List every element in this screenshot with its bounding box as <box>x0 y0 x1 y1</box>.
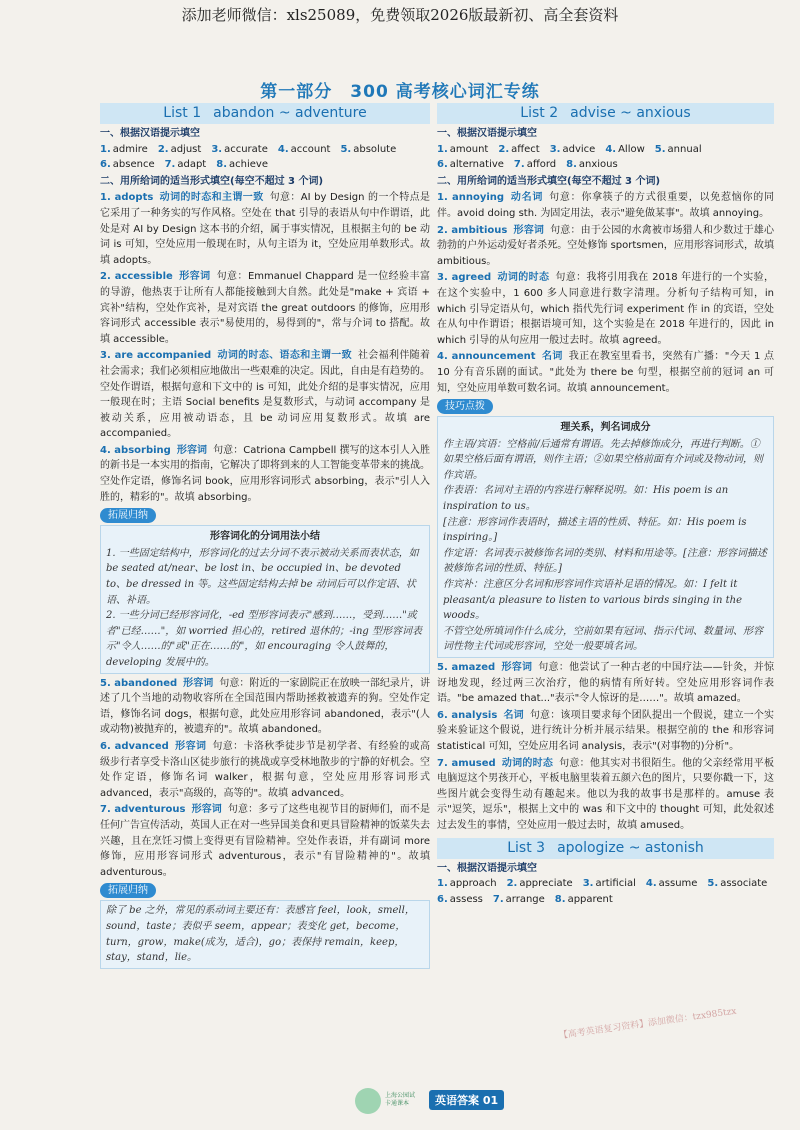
footer-logo-icon <box>355 1088 381 1114</box>
list2-word-text: Allow <box>618 143 645 155</box>
list1-word-4 <box>278 144 331 155</box>
list1b-entry-tag: 形容词 <box>174 740 207 752</box>
list2-entry-4 <box>437 349 774 396</box>
list2-word-text: annual <box>667 143 702 155</box>
list1b-entry-answer: 5. abandoned <box>100 677 178 689</box>
list1-word-text: absence <box>112 159 155 171</box>
list2-word-6 <box>437 159 504 170</box>
list1b-entry-text: 句意：多亏了这些电视节目的厨师们，而不是任何广告宣传活动，英国人正在对一些异国美食和更具冒险精神的饭菜失去兴趣，且在烹饪习惯上变得更有冒险精神。空处作表语，并有副词 more 修饰，应用形容词形式 adventurous，表示"有冒险精神的"。故填 adventurous。 <box>100 804 431 878</box>
list2b-entry-answer: 6. analysis <box>437 709 498 721</box>
list3-word-num: 3. <box>582 878 594 890</box>
list3-word-num: 4. <box>645 878 657 890</box>
list2-word-text: alternative <box>449 159 504 171</box>
list2-word-8 <box>566 159 618 170</box>
list2-header-en: advise ~ anxious <box>570 105 691 121</box>
list2-tip-line-3: [注意：形容词作表语时，描述主语的性质、特征。如：His poem is inspiring。] <box>443 516 747 544</box>
list2-entries2 <box>437 660 774 834</box>
list1-entry-tag: 动词的时态和主谓一致 <box>159 192 264 204</box>
right-column <box>437 103 774 907</box>
list2-word-7 <box>514 159 556 170</box>
list2-word-text: affect <box>511 143 540 155</box>
list1-word-1 <box>100 144 148 155</box>
list1-entry-answer: 1. adopts <box>100 192 154 204</box>
list3-word-4 <box>646 878 698 889</box>
list3-words <box>437 876 774 907</box>
list2-words <box>437 142 774 173</box>
list1-expand2-box <box>100 900 430 968</box>
list1-word-7 <box>165 159 207 170</box>
list2-word-5 <box>655 144 702 155</box>
list1-word-num: 1. <box>100 143 111 155</box>
list2-word-num: 7. <box>513 159 525 171</box>
list3-word-text: associate <box>720 878 768 890</box>
list1-entry-text: 句意：Emmanuel Chappard 是一位经验丰富的导游，他热衷于让所有人都能接触到大自然。此处是"make + 宾语 + 宾补"结构，空处作宾补，是对宾语 the great outdoors 的修饰，应用形容词形式 accessible 表示"易使用的，易得到的"，常与介词 to 搭配。故填 accessible。 <box>100 271 431 345</box>
list2-word-text: anxious <box>578 159 618 171</box>
list1b-entry-tag: 形容词 <box>191 804 222 816</box>
list1-entry-tag: 形容词 <box>176 444 208 456</box>
list2-entry-text: 句意：由于公园的水禽被市场猎人和少数过于雄心勃勃的户外运动爱好者杀死。空处修饰 sportsmen，应用形容词形式，故填 ambitious。 <box>437 224 774 267</box>
list1-entry-4 <box>100 443 430 505</box>
list3-word-text: apparent <box>567 893 613 905</box>
list2-tip-line-6: 不管空处所填词作什么成分，空前如果有冠词、指示代词、数量词、形容词性物主代词或形容词，空处一般要填名词。 <box>443 625 763 653</box>
list2-entry-answer: 1. annoying <box>437 192 505 204</box>
list1-word-text: account <box>290 143 331 155</box>
list2b-entry-1 <box>437 660 774 707</box>
list1-word-text: adjust <box>170 143 202 155</box>
list1-entries <box>100 190 430 505</box>
list1-entry-3 <box>100 348 430 442</box>
list2-word-num: 3. <box>549 143 561 155</box>
list2-header <box>437 103 774 124</box>
list1-expand1-title: 形容词化的分词用法小结 <box>210 531 320 543</box>
list2-tip-line-2: 作表语：名词对主语的内容进行解释说明。如：His poem is an inspiration to us。 <box>443 485 729 513</box>
list2-entry-tag: 动名词 <box>510 192 544 204</box>
list1b-entry-1 <box>100 676 430 738</box>
list3-word-num: 1. <box>437 878 448 890</box>
list1-expand1-p2: 2. 一些分词已经形容词化，-ed 型形容词表示"感到……，受到……"或者"已经……"，如 worried 担心的，retired 退休的；-ing 型形容词表示"令人……的"或"正在……的"，如 encouraging 令人鼓舞的，developing 发展中的。 <box>106 610 423 668</box>
list2b-entry-tag: 动词的时态 <box>501 757 554 769</box>
list1-entry-answer: 2. accessible <box>100 271 173 283</box>
list2-tip-line-4: 作定语：名词表示被修饰名词的类别、材料和用途等。[注意：形容词描述被修饰名词的性质、特征。] <box>443 547 767 575</box>
list2-sec1: 一、根据汉语提示填空 <box>437 128 537 139</box>
footer-small-line2: 卡通课本 <box>385 1100 410 1107</box>
list3-header-cn: List 3 <box>507 839 546 856</box>
list2-word-text: afford <box>526 159 557 171</box>
list1-word-5 <box>340 144 396 155</box>
list3-word-2 <box>507 878 573 889</box>
list2b-entry-tag: 形容词 <box>501 662 533 673</box>
left-column <box>100 103 430 971</box>
list2-tips-title: 理关系，判名词成分 <box>560 422 651 434</box>
list1-header <box>100 103 430 124</box>
list1-header-cn: List 1 <box>163 105 202 121</box>
list2-tip-line-1: 作主语/宾语：空格前/后通常有谓语。先去掉修饰成分，再进行判断。①如果空格后面有谓语，则作主语；②如果空格前面有介词或及物动词，则作宾语。 <box>443 438 763 481</box>
list3-header-en: apologize ~ astonish <box>557 839 704 856</box>
list1-word-num: 8. <box>216 159 227 171</box>
list3-word-3 <box>583 878 636 889</box>
list1-word-6 <box>100 159 155 170</box>
page-title: 第一部分 300 高考核心词汇专练 <box>260 82 540 102</box>
list2-entry-answer: 4. announcement <box>437 351 536 363</box>
list2-entry-1 <box>437 190 774 221</box>
footer-small-text <box>385 1092 415 1108</box>
list2b-entry-answer: 5. amazed <box>437 662 496 673</box>
list2-word-num: 4. <box>605 143 617 155</box>
list1-expand1-box <box>100 525 430 673</box>
list2b-entry-3 <box>437 756 774 834</box>
list1-entries2 <box>100 676 430 881</box>
list2-tips-lines <box>443 437 768 655</box>
list3-word-8 <box>555 894 613 905</box>
list2-entry-3 <box>437 270 774 348</box>
list1-word-text: adapt <box>177 159 207 171</box>
footer-small-line1: 上海公园试 <box>385 1092 416 1099</box>
list1-word-num: 7. <box>164 159 176 171</box>
list1-header-en: abandon ~ adventure <box>213 105 367 121</box>
list1-entry-tag: 动词的时态、语态和主谓一致 <box>217 350 352 362</box>
footer-label: 英语答案 01 <box>429 1090 504 1110</box>
list1b-entry-answer: 6. advanced <box>100 740 169 752</box>
list1-sec2: 二、用所给词的适当形式填空(每空不超过 3 个词) <box>100 175 324 187</box>
list2b-entry-text: 句意：该项目要求每个团队提出一个假说，建立一个实验来验证这个假说，进行统计分析并展示结果。根据空前的 the 和形容词 statistical 可知，空处应用名词 analysis，表示"(对事物的)分析"。 <box>437 709 774 752</box>
list1-entry-answer: 4. absorbing <box>100 444 171 456</box>
list3-word-1 <box>437 878 497 889</box>
list1b-entry-3 <box>100 802 430 880</box>
list1-entry-text: 句意：AI by Design 的一个特点是它采用了一种务实的写作风格。空处在 that 引导的表语从句中作谓语，此处是对 AI by Design 这本书的介绍，属于事实情况，且根据主句的 be 动词 is 可知，空处应用一般现在时，从句主语为 it，空处应用单数形式。故填 adopts。 <box>100 192 431 266</box>
list1-expand2-label: 拓展归纳 <box>100 883 156 898</box>
list1-expand2-text: 除了 be 之外，常见的系动词主要还有：表感官 feel，look，smell，sound，taste；表似乎 seem，appear；表变化 get，become，turn，grow，make(成为，适合)，go；表保持 remain，keep，stay，stand，lie。 <box>106 905 415 964</box>
list1-word-num: 2. <box>157 143 169 155</box>
list2-word-text: amount <box>449 143 489 155</box>
list1b-entry-answer: 7. adventurous <box>100 804 186 816</box>
list1-expand1-label: 拓展归纳 <box>100 508 156 523</box>
list2-entry-text: 我正在教室里看书，突然有广播："今天 1 点 10 分有音乐剧的面试。"此处为 there be 句型，根据空前的冠词 an 可知，空处应用单数可数名词。故填 announcement。 <box>437 351 774 394</box>
list2-word-3 <box>550 144 596 155</box>
list1-word-text: accurate <box>224 143 268 155</box>
list3-word-5 <box>707 878 767 889</box>
list1-word-text: absolute <box>353 143 397 155</box>
list2-word-num: 6. <box>437 159 448 171</box>
list3-word-text: approach <box>449 878 497 890</box>
list3-word-num: 7. <box>492 893 504 905</box>
list1-entry-tag: 形容词 <box>178 271 211 283</box>
list2-tip-line-5: 作宾补：注意区分名词和形容词作宾语补足语的情况。如：I felt it pleasant/a pleasure to listen to various birds singing in the woods。 <box>443 579 743 622</box>
list3-sec1: 一、根据汉语提示填空 <box>437 862 537 874</box>
list1-entry-text: 句意：Catriona Campbell 撰写的这本引人入胜的新书是一本实用的指南，它解决了即将到来的人工智能变革带来的挑战。空处作定语，修饰名词 book，应用形容词形式 absorbing，表示"引人入胜的，精彩的"。故填 absorbing。 <box>100 444 430 503</box>
list2-tips-box <box>437 416 774 658</box>
list2b-entry-tag: 名词 <box>503 709 524 721</box>
list2-entry-answer: 2. ambitious <box>437 224 508 236</box>
list2-word-num: 8. <box>566 159 577 171</box>
list1-word-text: admire <box>112 143 148 155</box>
list1-words <box>100 142 430 173</box>
list3-header <box>437 838 774 859</box>
list2-tips-label: 技巧点拨 <box>437 399 493 414</box>
list2b-entry-text: 句意：他尝试了一种古老的中国疗法——针灸，并惊讶地发现，经过两三次治疗，他的病情有所好转。空处应用形容词作表语。"be amazed that..."表示"令人惊讶的是……"。故填 amazed。 <box>437 662 774 705</box>
list1b-entry-tag: 形容词 <box>183 677 214 689</box>
list3-word-num: 5. <box>707 878 719 890</box>
list2-entry-text: 句意：我将引用我在 2018 年进行的一个实验，在这个实验中，1 600 多人同意进行数字清理。分析句子结构可知，in which 引导定语从句，which 指代先行词 experiment 作 in 的宾语，空处在从句中作谓语；根据语境可知，这个实验是在 2018 年进行的，因此 in which 引导的从句应用一般过去时。故填 agreed。 <box>437 272 775 346</box>
list1b-entry-text: 句意：卡洛秋季徒步节是初学者、有经验的或高级步行者享受卡洛山区徒步旅行的挑战或享受林地散步的宁静的好机会。空处作定语，修饰名词 walker，根据句意，空处应用形容词形式 advanced，表示"高级的，高等的"。故填 advanced。 <box>100 740 431 799</box>
list2-word-4 <box>605 144 644 155</box>
list1-word-2 <box>158 144 202 155</box>
list2-entry-text: 句意：你拿筷子的方式很重要，以免惹恼你的同伴。avoid doing sth. 为固定用法，表示"避免做某事"。故填 annoying。 <box>437 192 775 219</box>
list2-word-num: 5. <box>654 143 666 155</box>
list2-entry-tag: 名词 <box>541 351 563 363</box>
list2-word-2 <box>498 144 539 155</box>
list2b-entry-text: 句意：他其实对书很陌生。他的父亲经常用平板电脑逗这个男孩开心，平板电脑里装着五颜六色的图片，只要你戳一下，这些图片就会变得生动有趣起来。他以为我的故事书是那样的。amuse 表示"逗笑，逗乐"，根据上文中的 was 和下文中的 thought 可知，此处叙述过去发生的事情，空处应用一般过去时，故填 amused。 <box>437 757 775 831</box>
list1-word-text: achieve <box>229 159 268 171</box>
list1-word-3 <box>211 144 268 155</box>
list2-entry-answer: 3. agreed <box>437 272 492 284</box>
list1-entry-text: 社会福利伴随着社会需求；我们必须相应地做出一些艰难的决定。因此，自由是有趋势的。空处作谓语，根据句意和下文中的 is 可知，此处介绍的是事实情况，应用一般现在时；主语 Social benefits 是复数形式，与动词 accompany 是被动关系，应用被动语态，且 be 动词应用复数形式。故填 are accompanied。 <box>100 350 431 440</box>
list1-word-8 <box>216 159 268 170</box>
list2-word-1 <box>437 144 488 155</box>
list3-word-num: 2. <box>506 878 518 890</box>
list3-word-text: assume <box>658 878 698 890</box>
list1-expand1-p1: 1. 一些固定结构中，形容词化的过去分词不表示被动关系而表状态，如 be seated at/near、be lost in、be occupied in、be devoted to、be dressed in 等。这些固定结构去掉 be 动词后可以作定语、状语、补语。 <box>106 547 419 606</box>
footer <box>355 1088 515 1114</box>
list2-entry-tag: 动词的时态 <box>497 272 550 284</box>
list2-word-num: 2. <box>498 143 510 155</box>
header-watermark: 添加老师微信：xls25089，免费领取2026版最新初、高全套资料 <box>181 6 619 24</box>
list2b-entry-answer: 7. amused <box>437 757 496 769</box>
list1-sec1: 一、根据汉语提示填空 <box>100 128 200 139</box>
list2-sec2: 二、用所给词的适当形式填空(每空不超过 3 个词) <box>437 175 661 187</box>
list1-entry-answer: 3. are accompanied <box>100 350 212 362</box>
list3-word-num: 6. <box>437 893 448 905</box>
list3-word-6 <box>437 894 483 905</box>
list1-word-num: 4. <box>277 143 289 155</box>
list1-entry-1 <box>100 190 430 268</box>
list2-word-text: advice <box>562 143 596 155</box>
list2b-entry-2 <box>437 708 774 755</box>
list2-entry-2 <box>437 223 774 270</box>
list1-entry-2 <box>100 269 430 347</box>
list2-word-num: 1. <box>437 143 448 155</box>
list1b-entry-2 <box>100 739 430 801</box>
list2-header-cn: List 2 <box>520 105 559 121</box>
list3-word-text: assess <box>449 893 483 905</box>
list1-word-num: 3. <box>211 143 223 155</box>
list2-entry-tag: 形容词 <box>513 224 545 236</box>
list3-word-num: 8. <box>554 893 566 905</box>
list1b-entry-text: 句意：附近的一家剧院正在放映一部纪录片，讲述了几个当地的动物收容所在全国范围内帮助拯救被遗弃的狗。空处作定语，修饰名词 dogs，根据句意，此处应用形容词 abandoned，表示"(人或动物)被抛弃的，被遗弃的"。故填 abandoned。 <box>100 677 431 736</box>
list3-word-7 <box>493 894 545 905</box>
list1-word-num: 6. <box>100 159 111 171</box>
list1-word-num: 5. <box>340 143 352 155</box>
list3-word-text: arrange <box>505 893 545 905</box>
list2-entries <box>437 190 774 396</box>
list3-word-text: appreciate <box>519 878 573 890</box>
watermark-stamp: 【高考英语复习资料】添加微信：tzx985tzx <box>558 1006 738 1042</box>
list3-word-text: artificial <box>595 878 636 890</box>
